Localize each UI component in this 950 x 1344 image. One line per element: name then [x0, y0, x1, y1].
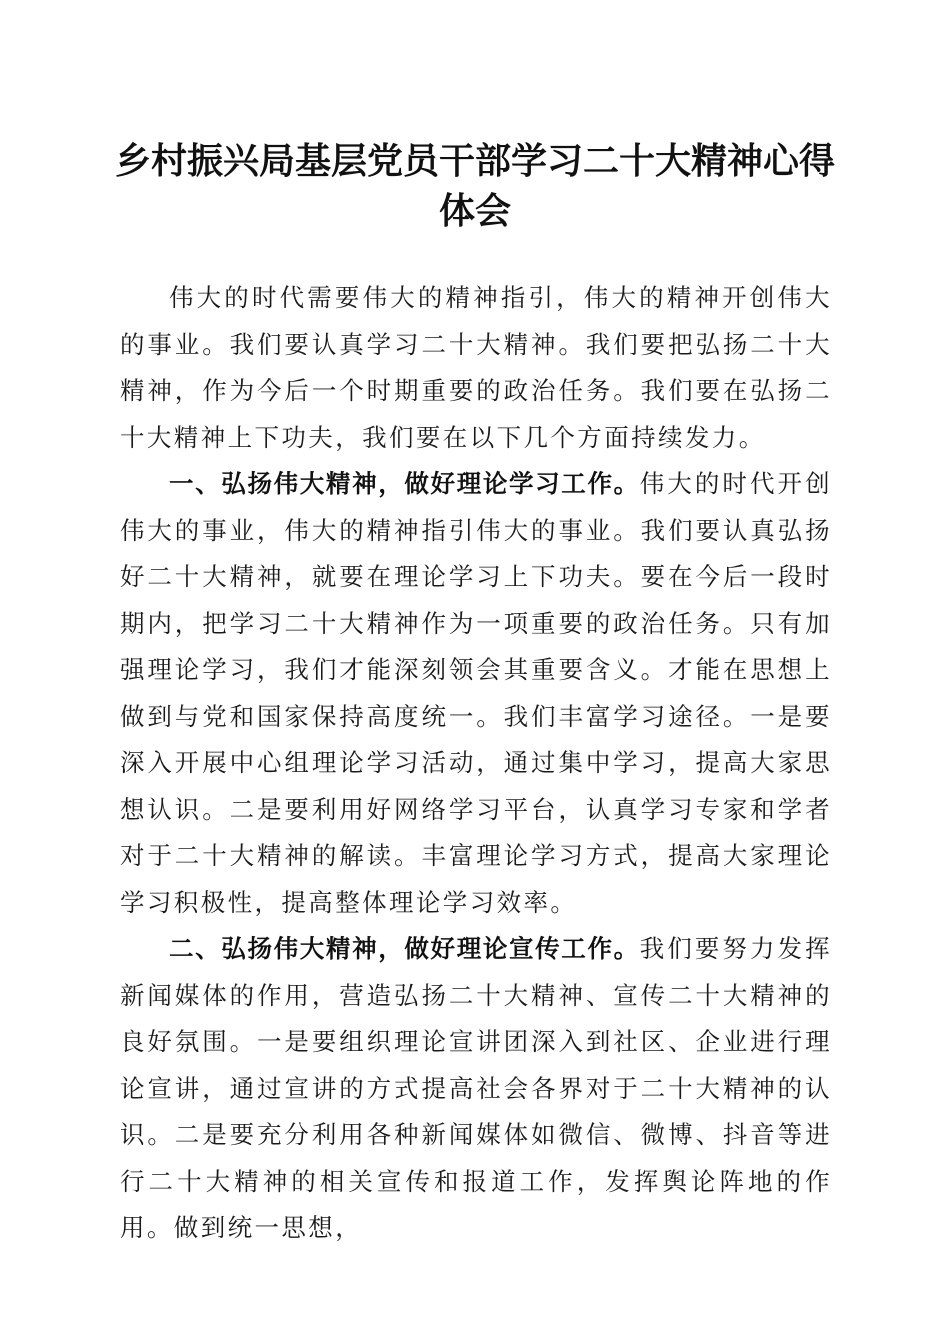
section-1-heading: 一、弘扬伟大精神，做好理论学习工作。	[169, 469, 640, 498]
section-2-heading: 二、弘扬伟大精神，做好理论宣传工作。	[169, 934, 640, 963]
paragraph-intro-text: 伟大的时代需要伟大的精神指引，伟大的精神开创伟大的事业。我们要认真学习二十大精神。我们要把弘扬二十大精神，作为今后一个时期重要的政治任务。我们要在弘扬二十大精神上下功夫，我们要在以下几个方面持续发力。	[120, 283, 832, 452]
document-title: 乡村振兴局基层党员干部学习二十大精神心得体会	[114, 140, 835, 232]
document-body	[120, 275, 832, 1252]
paragraph-section-1	[120, 461, 832, 926]
paragraph-section-2	[120, 926, 832, 1252]
section-2-text: 我们要努力发挥新闻媒体的作用，营造弘扬二十大精神、宣传二十大精神的良好氛围。一是要组织理论宣讲团深入到社区、企业进行理论宣讲，通过宣讲的方式提高社会各界对于二十大精神的认识。二是要充分利用各种新闻媒体如微信、微博、抖音等进行二十大精神的相关宣传和报道工作，发挥舆论阵地的作用。做到统一思想，	[120, 934, 832, 1242]
section-1-text: 伟大的时代开创伟大的事业，伟大的精神指引伟大的事业。我们要认真弘扬好二十大精神，就要在理论学习上下功夫。要在今后一段时期内，把学习二十大精神作为一项重要的政治任务。只有加强理论学习，我们才能深刻领会其重要含义。才能在思想上做到与党和国家保持高度统一。我们丰富学习途径。一是要深入开展中心组理论学习活动，通过集中学习，提高大家思想认识。二是要利用好网络学习平台，认真学习专家和学者对于二十大精神的解读。丰富理论学习方式，提高大家理论学习积极性，提高整体理论学习效率。	[120, 469, 832, 917]
paragraph-intro	[120, 275, 832, 461]
